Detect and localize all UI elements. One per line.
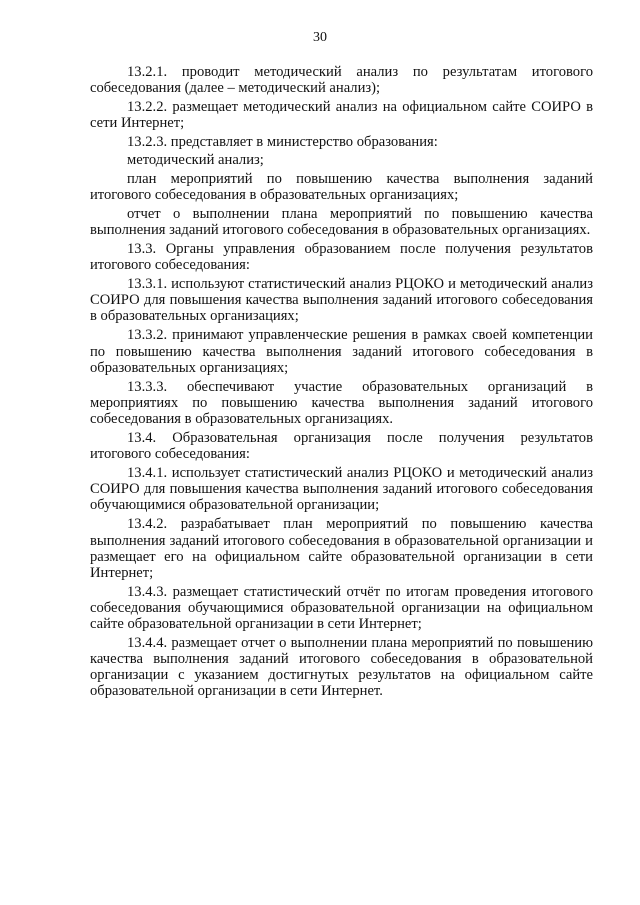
paragraph-13-3-2: 13.3.2. принимают управленческие решения в рамках своей компетенции по повышению качества выполнения заданий итогового собеседования в образовательных организациях; (90, 327, 593, 376)
list-item-action-plan: план мероприятий по повышению качества выполнения заданий итогового собеседования в образовательных организациях; (90, 170, 593, 203)
paragraph-13-2-1: 13.2.1. проводит методический анализ по результатам итогового собеседования (далее – методический анализ); (90, 64, 593, 97)
list-item-methodical-analysis: методический анализ; (127, 152, 264, 169)
paragraph-13-3: 13.3. Органы управления образованием после получения результатов итогового собеседования: (90, 240, 593, 274)
paragraph-13-4-2: 13.4.2. разрабатывает план мероприятий по повышению качества выполнения заданий итогового собеседования в образовательной организации и размещает его на официальном сайте образовательной организации в сети Интернет; (90, 516, 593, 581)
paragraph-13-3-3: 13.3.3. обеспечивают участие образовательных организаций в мероприятиях по повышению качества выполнения заданий итогового собеседования в образовательных организациях. (90, 378, 593, 427)
paragraph-13-4-3: 13.4.3. размещает статистический отчёт по итогам проведения итогового собеседования обучающимися образовательной организации на официальном сайте образовательной организации в сети Интернет; (90, 583, 593, 632)
page-number: 30 (313, 30, 327, 45)
paragraph-13-4-4: 13.4.4. размещает отчет о выполнении плана мероприятий по повышению качества выполнения заданий итогового собеседования в образовательной организации с указанием достигнутых результатов на официальном сайте образовательной организации в сети Интернет. (90, 635, 593, 700)
document-body (90, 64, 593, 702)
paragraph-13-2-2: 13.2.2. размещает методический анализ на официальном сайте СОИРО в сети Интернет; (90, 99, 593, 132)
paragraph-13-4: 13.4. Образовательная организация после получения результатов итогового собеседования: (90, 429, 593, 463)
paragraph-13-2-3: 13.2.3. представляет в министерство образования: (127, 134, 438, 151)
paragraph-13-3-1: 13.3.1. используют статистический анализ РЦОКО и методический анализ СОИРО для повышения качества выполнения заданий итогового собеседования в образовательных организациях; (90, 276, 593, 325)
list-item-plan-report: отчет о выполнении плана мероприятий по повышению качества выполнения заданий итогового собеседования в образовательных организациях. (90, 205, 593, 238)
paragraph-13-4-1: 13.4.1. использует статистический анализ РЦОКО и методический анализ СОИРО для повышения качества выполнения заданий итогового собеседования обучающимися образовательной организации; (90, 465, 593, 514)
